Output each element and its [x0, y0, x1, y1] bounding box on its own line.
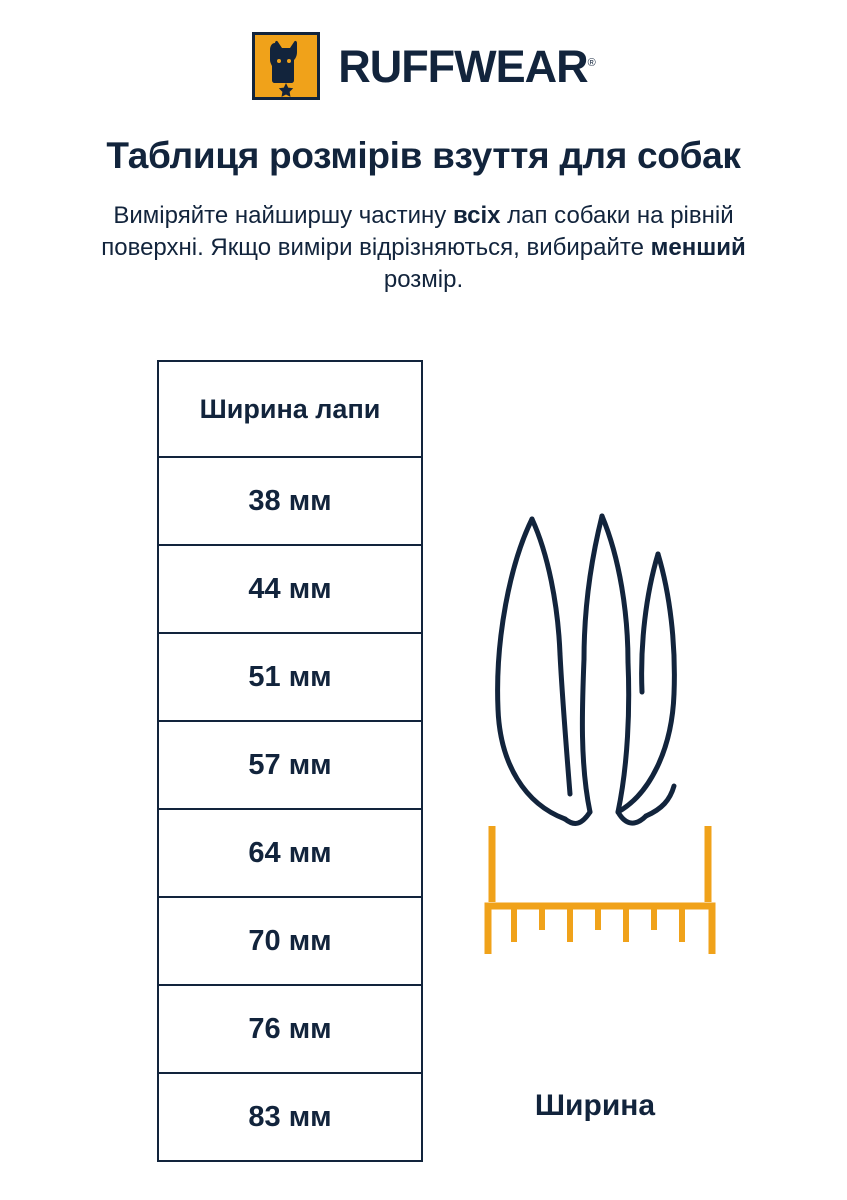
paw-measurement-diagram — [470, 494, 730, 954]
paw-width-value: 83 мм — [158, 1073, 422, 1161]
table-header-row — [158, 361, 422, 457]
registered-mark: ® — [587, 56, 595, 69]
dog-paw-outline-icon — [470, 494, 730, 954]
instructions-part-2: лап собаки на рівній поверхні. Якщо виміри відрізняються, вибирайте — [101, 201, 734, 261]
table-row — [158, 545, 422, 633]
ruffwear-dog-logo-icon — [252, 32, 320, 100]
brand-wordmark — [338, 40, 595, 92]
table-row — [158, 897, 422, 985]
instructions-emphasis-2: менший — [650, 233, 746, 261]
brand-wordmark-text: RUFFWEAR — [338, 40, 588, 92]
table-row — [158, 809, 422, 897]
table-row — [158, 1073, 422, 1161]
paw-width-value: 70 мм — [158, 897, 422, 985]
instructions-part-1: Виміряйте найширшу частину — [113, 201, 453, 229]
paw-width-value: 57 мм — [158, 721, 422, 809]
chart-body — [0, 324, 847, 1200]
table-row — [158, 985, 422, 1073]
measure-guide-lines — [492, 826, 708, 902]
diagram-caption: Ширина — [534, 1089, 656, 1123]
instructions-part-3: розмір. — [383, 265, 464, 293]
table-row — [158, 457, 422, 545]
paw-width-value: 51 мм — [158, 633, 422, 721]
page-title: Таблиця розмірів взуття для собак — [106, 135, 741, 176]
size-table — [157, 360, 423, 1162]
instructions-emphasis-1: всіх — [452, 201, 501, 229]
paw-width-value: 64 мм — [158, 809, 422, 897]
paw-width-value: 76 мм — [158, 985, 422, 1073]
instructions-text — [94, 200, 754, 296]
table-row — [158, 721, 422, 809]
paw-width-value: 38 мм — [158, 457, 422, 545]
table-row — [158, 633, 422, 721]
brand-logo — [252, 32, 595, 100]
measuring-tape-icon — [488, 906, 712, 954]
table-body — [158, 457, 422, 1161]
paw-width-value: 44 мм — [158, 545, 422, 633]
table-column-header: Ширина лапи — [158, 361, 422, 457]
